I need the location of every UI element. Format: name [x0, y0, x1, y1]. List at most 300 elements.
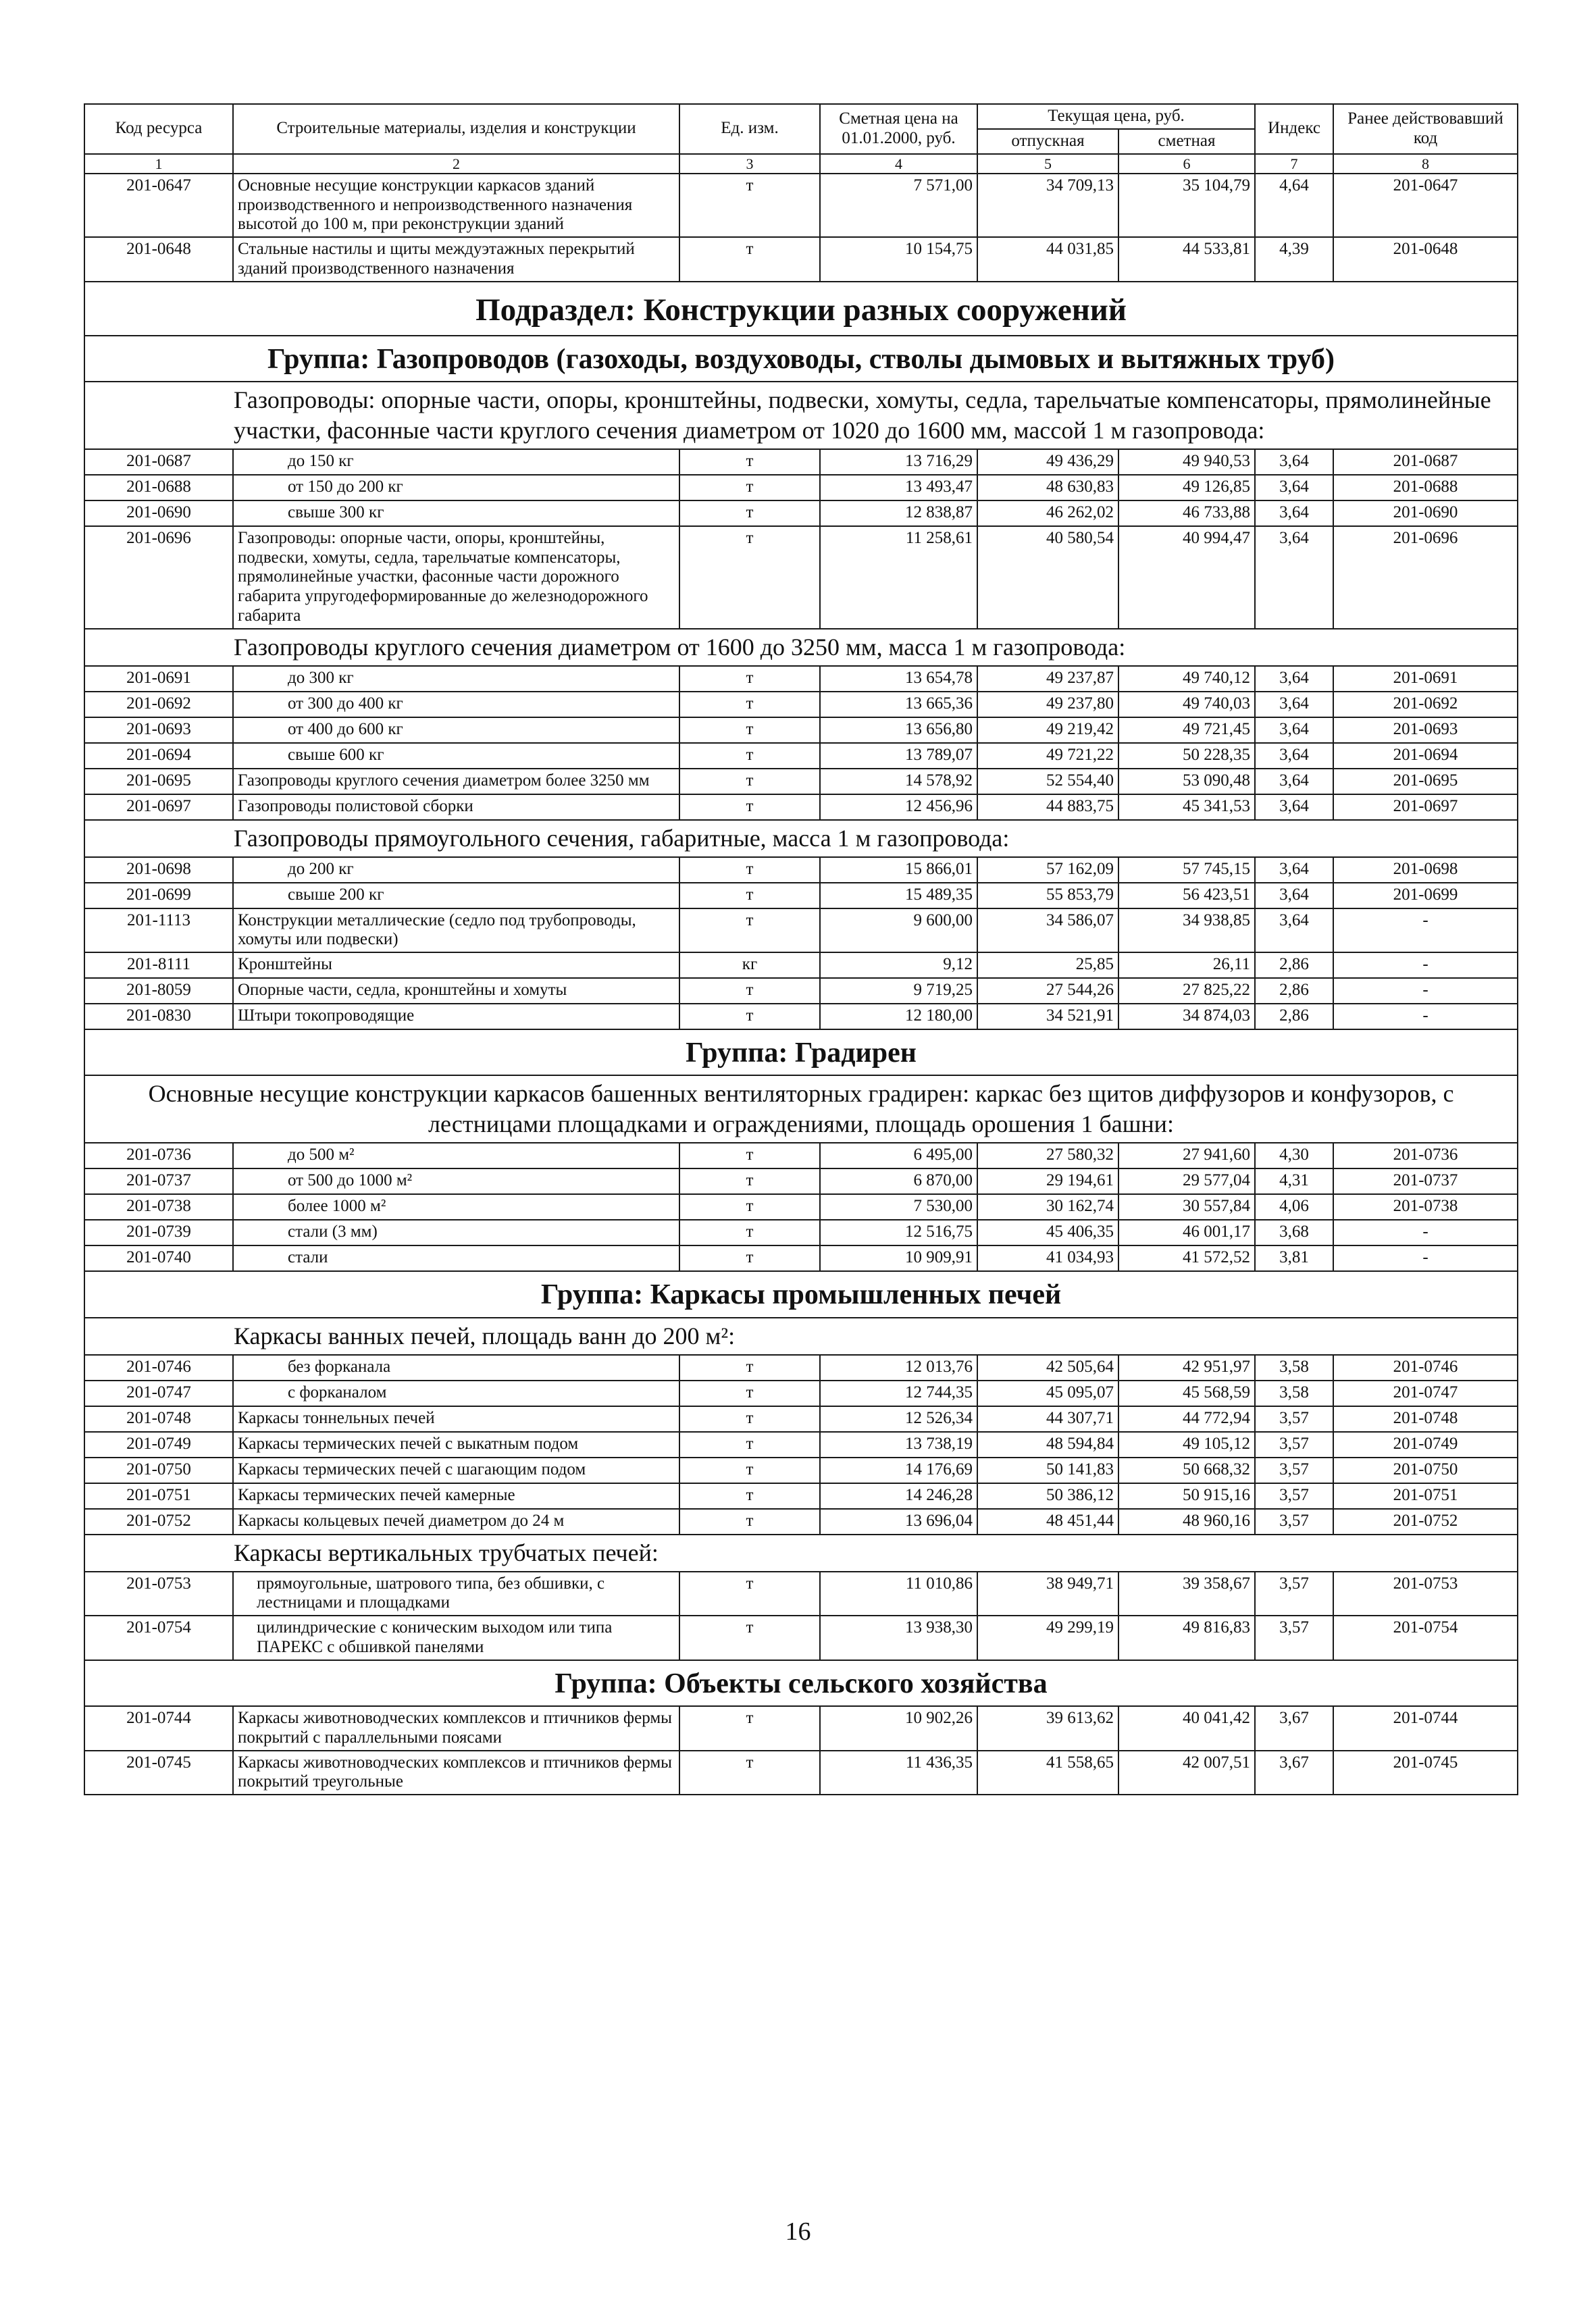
- table-row: [84, 1194, 1518, 1220]
- header-name: Строительные материалы, изделия и конструкции: [233, 104, 679, 154]
- cell-code: 201-0752: [84, 1509, 233, 1535]
- cell-base-price: 11 436,35: [820, 1751, 977, 1795]
- header-code: Код ресурса: [84, 104, 233, 154]
- cell-name: более 1000 м²: [233, 1194, 679, 1220]
- cell-code: 201-0736: [84, 1143, 233, 1168]
- cell-unit: т: [679, 717, 820, 743]
- cell-base-price: 7 530,00: [820, 1194, 977, 1220]
- description-text: Основные несущие конструкции каркасов башенных вентиляторных градирен: каркас без щитов диффузоров и конфузоров, с лестницами площадками и ограждениями, площадь орошения 1 башни:: [84, 1075, 1518, 1143]
- cell-index: 3,64: [1255, 908, 1333, 953]
- group-row: [84, 336, 1518, 382]
- description-row: [84, 1318, 1518, 1355]
- cell-release-price: 45 095,07: [977, 1381, 1118, 1406]
- cell-index: 3,58: [1255, 1355, 1333, 1381]
- cell-name: без форканала: [233, 1355, 679, 1381]
- cell-code: 201-0746: [84, 1355, 233, 1381]
- cell-base-price: 14 176,69: [820, 1458, 977, 1483]
- cell-name: от 500 до 1000 м²: [233, 1168, 679, 1194]
- cell-old-code: -: [1333, 1245, 1518, 1271]
- table-row: [84, 1245, 1518, 1271]
- cell-old-code: 201-0692: [1333, 692, 1518, 717]
- cell-release-price: 55 853,79: [977, 883, 1118, 908]
- cell-estimate-price: 39 358,67: [1118, 1572, 1255, 1616]
- description-row: [84, 1075, 1518, 1143]
- cell-index: 3,68: [1255, 1220, 1333, 1245]
- cell-index: 3,64: [1255, 717, 1333, 743]
- description-row: [84, 1535, 1518, 1572]
- cell-release-price: 44 031,85: [977, 237, 1118, 282]
- cell-base-price: 14 246,28: [820, 1483, 977, 1509]
- cell-release-price: 30 162,74: [977, 1194, 1118, 1220]
- cell-code: 201-0744: [84, 1706, 233, 1751]
- description-text: Каркасы ванных печей, площадь ванн до 200 м²:: [84, 1318, 1518, 1355]
- cell-name: от 300 до 400 кг: [233, 692, 679, 717]
- cell-index: 4,30: [1255, 1143, 1333, 1168]
- cell-estimate-price: 49 126,85: [1118, 475, 1255, 500]
- table-row: [84, 237, 1518, 282]
- table-row: [84, 1616, 1518, 1660]
- group-title: Группа: Газопроводов (газоходы, воздуховоды, стволы дымовых и вытяжных труб): [84, 336, 1518, 382]
- cell-unit: т: [679, 743, 820, 769]
- table-row: [84, 1483, 1518, 1509]
- cell-base-price: 12 180,00: [820, 1004, 977, 1029]
- table-row: [84, 692, 1518, 717]
- cell-unit: т: [679, 1751, 820, 1795]
- cell-base-price: 6 495,00: [820, 1143, 977, 1168]
- cell-old-code: 201-0745: [1333, 1751, 1518, 1795]
- table-row: [84, 857, 1518, 883]
- cell-index: 3,64: [1255, 857, 1333, 883]
- cell-release-price: 27 580,32: [977, 1143, 1118, 1168]
- table-row: [84, 717, 1518, 743]
- cell-release-price: 49 237,80: [977, 692, 1118, 717]
- cell-code: 201-0698: [84, 857, 233, 883]
- header-num: 7: [1255, 154, 1333, 174]
- cell-estimate-price: 35 104,79: [1118, 174, 1255, 237]
- cell-name: Штыри токопроводящие: [233, 1004, 679, 1029]
- cell-release-price: 48 594,84: [977, 1432, 1118, 1458]
- cell-index: 3,64: [1255, 692, 1333, 717]
- cell-code: 201-0749: [84, 1432, 233, 1458]
- cell-estimate-price: 49 105,12: [1118, 1432, 1255, 1458]
- cell-code: 201-0690: [84, 500, 233, 526]
- cell-release-price: 57 162,09: [977, 857, 1118, 883]
- cell-unit: т: [679, 1406, 820, 1432]
- table-row: [84, 475, 1518, 500]
- cell-estimate-price: 48 960,16: [1118, 1509, 1255, 1535]
- cell-index: 3,57: [1255, 1483, 1333, 1509]
- cell-index: 3,64: [1255, 794, 1333, 820]
- cell-name: Кронштейны: [233, 952, 679, 978]
- cell-index: 3,58: [1255, 1381, 1333, 1406]
- cell-code: 201-8059: [84, 978, 233, 1004]
- cell-unit: т: [679, 174, 820, 237]
- cell-index: 3,64: [1255, 526, 1333, 629]
- cell-release-price: 34 709,13: [977, 174, 1118, 237]
- cell-release-price: 49 237,87: [977, 666, 1118, 692]
- cell-name: Газопроводы круглого сечения диаметром более 3250 мм: [233, 769, 679, 794]
- cell-estimate-price: 49 816,83: [1118, 1616, 1255, 1660]
- cell-index: 3,64: [1255, 769, 1333, 794]
- cell-base-price: 12 744,35: [820, 1381, 977, 1406]
- cell-old-code: 201-0694: [1333, 743, 1518, 769]
- cell-old-code: 201-0687: [1333, 449, 1518, 475]
- description-text: Газопроводы прямоугольного сечения, габаритные, масса 1 м газопровода:: [84, 820, 1518, 857]
- cell-index: 3,67: [1255, 1751, 1333, 1795]
- table-row: [84, 1004, 1518, 1029]
- cell-name: Конструкции металлические (седло под трубопроводы, хомуты или подвески): [233, 908, 679, 953]
- description-row: [84, 820, 1518, 857]
- table-row: [84, 1220, 1518, 1245]
- cell-base-price: 6 870,00: [820, 1168, 977, 1194]
- cell-index: 3,64: [1255, 500, 1333, 526]
- cell-base-price: 11 010,86: [820, 1572, 977, 1616]
- cell-unit: т: [679, 857, 820, 883]
- cell-estimate-price: 56 423,51: [1118, 883, 1255, 908]
- cell-code: 201-0747: [84, 1381, 233, 1406]
- header-num: 3: [679, 154, 820, 174]
- cell-unit: т: [679, 1245, 820, 1271]
- cell-old-code: 201-0754: [1333, 1616, 1518, 1660]
- cell-estimate-price: 50 228,35: [1118, 743, 1255, 769]
- description-row: [84, 382, 1518, 449]
- table-row: [84, 1751, 1518, 1795]
- cell-code: 201-0751: [84, 1483, 233, 1509]
- cell-old-code: -: [1333, 978, 1518, 1004]
- header-num: 8: [1333, 154, 1518, 174]
- cell-unit: т: [679, 883, 820, 908]
- cell-code: 201-0692: [84, 692, 233, 717]
- cell-base-price: 9 600,00: [820, 908, 977, 953]
- cell-release-price: 40 580,54: [977, 526, 1118, 629]
- cell-name: от 400 до 600 кг: [233, 717, 679, 743]
- cell-code: 201-0647: [84, 174, 233, 237]
- cell-estimate-price: 45 568,59: [1118, 1381, 1255, 1406]
- description-text: Газопроводы: опорные части, опоры, кронштейны, подвески, хомуты, седла, тарельчатые компенсаторы, прямолинейные участки, фасонные части круглого сечения диаметром от 1020 до 1600 мм, массой 1 м газопровода:: [84, 382, 1518, 449]
- table-row: [84, 1168, 1518, 1194]
- cell-code: 201-0748: [84, 1406, 233, 1432]
- cell-old-code: 201-0744: [1333, 1706, 1518, 1751]
- subsection-title: Подраздел: Конструкции разных сооружений: [84, 282, 1518, 336]
- cell-unit: кг: [679, 952, 820, 978]
- cell-old-code: 201-0736: [1333, 1143, 1518, 1168]
- cell-index: 3,64: [1255, 475, 1333, 500]
- cell-index: 4,31: [1255, 1168, 1333, 1194]
- cell-unit: т: [679, 1458, 820, 1483]
- cell-code: 201-0693: [84, 717, 233, 743]
- cell-index: 3,64: [1255, 883, 1333, 908]
- page-number: 16: [785, 2217, 811, 2246]
- cell-old-code: 201-0746: [1333, 1355, 1518, 1381]
- table-row: [84, 449, 1518, 475]
- cell-base-price: 13 665,36: [820, 692, 977, 717]
- cell-base-price: 12 838,87: [820, 500, 977, 526]
- cell-index: 4,39: [1255, 237, 1333, 282]
- header-base-price: Сметная цена на 01.01.2000, руб.: [820, 104, 977, 154]
- cell-estimate-price: 30 557,84: [1118, 1194, 1255, 1220]
- cell-estimate-price: 26,11: [1118, 952, 1255, 978]
- cell-name: с форканалом: [233, 1381, 679, 1406]
- cell-release-price: 49 299,19: [977, 1616, 1118, 1660]
- cell-estimate-price: 40 994,47: [1118, 526, 1255, 629]
- cell-name: Газопроводы полистовой сборки: [233, 794, 679, 820]
- cell-base-price: 7 571,00: [820, 174, 977, 237]
- cell-base-price: 10 902,26: [820, 1706, 977, 1751]
- cell-index: 3,67: [1255, 1706, 1333, 1751]
- cell-estimate-price: 40 041,42: [1118, 1706, 1255, 1751]
- cell-release-price: 49 436,29: [977, 449, 1118, 475]
- cell-code: 201-0696: [84, 526, 233, 629]
- cell-code: 201-0750: [84, 1458, 233, 1483]
- cell-unit: т: [679, 500, 820, 526]
- group-row: [84, 1271, 1518, 1317]
- cell-estimate-price: 29 577,04: [1118, 1168, 1255, 1194]
- cell-name: до 200 кг: [233, 857, 679, 883]
- cell-old-code: 201-0737: [1333, 1168, 1518, 1194]
- table-row: [84, 1432, 1518, 1458]
- cell-unit: т: [679, 1483, 820, 1509]
- cell-unit: т: [679, 1509, 820, 1535]
- cell-base-price: 15 489,35: [820, 883, 977, 908]
- cell-old-code: 201-0693: [1333, 717, 1518, 743]
- cell-old-code: -: [1333, 952, 1518, 978]
- cell-name: Каркасы животноводческих комплексов и птичников фермы покрытий треугольные: [233, 1751, 679, 1795]
- cell-unit: т: [679, 769, 820, 794]
- cell-old-code: 201-0750: [1333, 1458, 1518, 1483]
- cell-code: 201-0688: [84, 475, 233, 500]
- cell-code: 201-0740: [84, 1245, 233, 1271]
- cell-unit: т: [679, 1355, 820, 1381]
- cell-unit: т: [679, 794, 820, 820]
- cell-release-price: 48 451,44: [977, 1509, 1118, 1535]
- cell-base-price: 11 258,61: [820, 526, 977, 629]
- cell-release-price: 39 613,62: [977, 1706, 1118, 1751]
- cell-estimate-price: 50 668,32: [1118, 1458, 1255, 1483]
- cell-old-code: 201-0696: [1333, 526, 1518, 629]
- cell-unit: т: [679, 1432, 820, 1458]
- cell-base-price: 12 526,34: [820, 1406, 977, 1432]
- cell-name: Каркасы кольцевых печей диаметром до 24 м: [233, 1509, 679, 1535]
- cell-base-price: 13 738,19: [820, 1432, 977, 1458]
- cell-estimate-price: 34 874,03: [1118, 1004, 1255, 1029]
- price-table-sheet: [84, 103, 1517, 1795]
- cell-code: 201-8111: [84, 952, 233, 978]
- cell-release-price: 27 544,26: [977, 978, 1118, 1004]
- cell-name: свыше 600 кг: [233, 743, 679, 769]
- group-title: Группа: Объекты сельского хозяйства: [84, 1660, 1518, 1706]
- cell-index: 3,64: [1255, 449, 1333, 475]
- cell-code: 201-0753: [84, 1572, 233, 1616]
- cell-estimate-price: 57 745,15: [1118, 857, 1255, 883]
- cell-estimate-price: 44 772,94: [1118, 1406, 1255, 1432]
- cell-old-code: 201-0698: [1333, 857, 1518, 883]
- cell-estimate-price: 53 090,48: [1118, 769, 1255, 794]
- header-unit: Ед. изм.: [679, 104, 820, 154]
- cell-code: 201-0739: [84, 1220, 233, 1245]
- cell-estimate-price: 46 001,17: [1118, 1220, 1255, 1245]
- cell-unit: т: [679, 908, 820, 953]
- description-text: Каркасы вертикальных трубчатых печей:: [84, 1535, 1518, 1572]
- header-index: Индекс: [1255, 104, 1333, 154]
- cell-estimate-price: 45 341,53: [1118, 794, 1255, 820]
- cell-old-code: 201-0738: [1333, 1194, 1518, 1220]
- cell-old-code: 201-0691: [1333, 666, 1518, 692]
- cell-estimate-price: 34 938,85: [1118, 908, 1255, 953]
- cell-old-code: 201-0697: [1333, 794, 1518, 820]
- table-header: [84, 104, 1518, 174]
- cell-index: 2,86: [1255, 978, 1333, 1004]
- cell-name: до 500 м²: [233, 1143, 679, 1168]
- table-row: [84, 1143, 1518, 1168]
- table-row: [84, 908, 1518, 953]
- table-row: [84, 666, 1518, 692]
- cell-unit: т: [679, 978, 820, 1004]
- cell-old-code: -: [1333, 908, 1518, 953]
- cell-name: прямоугольные, шатрового типа, без обшивки, с лестницами и площадками: [233, 1572, 679, 1616]
- cell-unit: т: [679, 666, 820, 692]
- cell-estimate-price: 49 740,03: [1118, 692, 1255, 717]
- cell-base-price: 10 154,75: [820, 237, 977, 282]
- cell-base-price: 12 516,75: [820, 1220, 977, 1245]
- table-row: [84, 883, 1518, 908]
- header-estimate-price: сметная: [1118, 129, 1255, 154]
- cell-unit: т: [679, 1381, 820, 1406]
- table-body: [84, 174, 1518, 1795]
- cell-code: 201-0745: [84, 1751, 233, 1795]
- cell-old-code: 201-0748: [1333, 1406, 1518, 1432]
- cell-base-price: 13 789,07: [820, 743, 977, 769]
- cell-index: 4,06: [1255, 1194, 1333, 1220]
- header-current-price: Текущая цена, руб.: [977, 104, 1255, 129]
- cell-base-price: 12 456,96: [820, 794, 977, 820]
- cell-base-price: 9 719,25: [820, 978, 977, 1004]
- cell-estimate-price: 46 733,88: [1118, 500, 1255, 526]
- cell-release-price: 34 521,91: [977, 1004, 1118, 1029]
- cell-unit: т: [679, 237, 820, 282]
- cell-release-price: 49 721,22: [977, 743, 1118, 769]
- cell-code: 201-0691: [84, 666, 233, 692]
- cell-code: 201-0648: [84, 237, 233, 282]
- description-row: [84, 629, 1518, 666]
- subsection-row: [84, 282, 1518, 336]
- cell-old-code: 201-0752: [1333, 1509, 1518, 1535]
- table-row: [84, 526, 1518, 629]
- group-row: [84, 1660, 1518, 1706]
- cell-name: стали (3 мм): [233, 1220, 679, 1245]
- cell-index: 3,57: [1255, 1406, 1333, 1432]
- cell-old-code: 201-0749: [1333, 1432, 1518, 1458]
- cell-code: 201-0754: [84, 1616, 233, 1660]
- table-row: [84, 1406, 1518, 1432]
- group-title: Группа: Каркасы промышленных печей: [84, 1271, 1518, 1317]
- header-num: 1: [84, 154, 233, 174]
- cell-code: 201-0697: [84, 794, 233, 820]
- header-num: 4: [820, 154, 977, 174]
- cell-code: 201-0830: [84, 1004, 233, 1029]
- cell-name: Газопроводы: опорные части, опоры, кронштейны, подвески, хомуты, седла, тарельчатые компенсаторы, прямолинейные участки, фасонные части дорожного габарита упругодеформированные до железнодорожного габарита: [233, 526, 679, 629]
- cell-release-price: 49 219,42: [977, 717, 1118, 743]
- cell-base-price: 13 696,04: [820, 1509, 977, 1535]
- cell-name: Каркасы термических печей с выкатным подом: [233, 1432, 679, 1458]
- cell-base-price: 13 654,78: [820, 666, 977, 692]
- cell-old-code: -: [1333, 1220, 1518, 1245]
- cell-unit: т: [679, 1572, 820, 1616]
- cell-name: Основные несущие конструкции каркасов зданий производственного и непроизводственного назначения высотой до 100 м, при реконструкции зданий: [233, 174, 679, 237]
- table-row: [84, 769, 1518, 794]
- cell-release-price: 38 949,71: [977, 1572, 1118, 1616]
- cell-index: 4,64: [1255, 174, 1333, 237]
- cell-release-price: 41 558,65: [977, 1751, 1118, 1795]
- cell-index: 3,57: [1255, 1509, 1333, 1535]
- header-old-code: Ранее действовавший код: [1333, 104, 1518, 154]
- cell-unit: т: [679, 526, 820, 629]
- cell-release-price: 50 386,12: [977, 1483, 1118, 1509]
- cell-release-price: 45 406,35: [977, 1220, 1118, 1245]
- price-table: [84, 103, 1518, 1795]
- cell-base-price: 10 909,91: [820, 1245, 977, 1271]
- cell-estimate-price: 49 940,53: [1118, 449, 1255, 475]
- cell-index: 2,86: [1255, 1004, 1333, 1029]
- cell-old-code: 201-0690: [1333, 500, 1518, 526]
- table-row: [84, 794, 1518, 820]
- cell-name: Каркасы тоннельных печей: [233, 1406, 679, 1432]
- cell-base-price: 15 866,01: [820, 857, 977, 883]
- header-release-price: отпускная: [977, 129, 1118, 154]
- cell-name: цилиндрические с коническим выходом или типа ПАРЕКС с обшивкой панелями: [233, 1616, 679, 1660]
- cell-index: 3,64: [1255, 743, 1333, 769]
- table-row: [84, 1381, 1518, 1406]
- cell-estimate-price: 44 533,81: [1118, 237, 1255, 282]
- cell-name: стали: [233, 1245, 679, 1271]
- cell-name: до 150 кг: [233, 449, 679, 475]
- cell-base-price: 13 938,30: [820, 1616, 977, 1660]
- cell-name: Каркасы термических печей с шагающим подом: [233, 1458, 679, 1483]
- table-row: [84, 1706, 1518, 1751]
- cell-index: 3,81: [1255, 1245, 1333, 1271]
- cell-old-code: 201-0695: [1333, 769, 1518, 794]
- cell-release-price: 34 586,07: [977, 908, 1118, 953]
- cell-unit: т: [679, 475, 820, 500]
- cell-release-price: 52 554,40: [977, 769, 1118, 794]
- cell-unit: т: [679, 1194, 820, 1220]
- cell-release-price: 25,85: [977, 952, 1118, 978]
- header-num: 5: [977, 154, 1118, 174]
- table-row: [84, 1509, 1518, 1535]
- header-num: 2: [233, 154, 679, 174]
- cell-old-code: 201-0688: [1333, 475, 1518, 500]
- cell-estimate-price: 49 740,12: [1118, 666, 1255, 692]
- cell-release-price: 29 194,61: [977, 1168, 1118, 1194]
- table-row: [84, 978, 1518, 1004]
- cell-release-price: 44 307,71: [977, 1406, 1118, 1432]
- cell-base-price: 14 578,92: [820, 769, 977, 794]
- cell-old-code: 201-0647: [1333, 174, 1518, 237]
- cell-old-code: -: [1333, 1004, 1518, 1029]
- cell-release-price: 50 141,83: [977, 1458, 1118, 1483]
- group-row: [84, 1029, 1518, 1075]
- cell-estimate-price: 27 825,22: [1118, 978, 1255, 1004]
- cell-unit: т: [679, 449, 820, 475]
- cell-code: 201-0687: [84, 449, 233, 475]
- cell-base-price: 12 013,76: [820, 1355, 977, 1381]
- cell-old-code: 201-0751: [1333, 1483, 1518, 1509]
- table-row: [84, 1355, 1518, 1381]
- cell-unit: т: [679, 1168, 820, 1194]
- cell-estimate-price: 50 915,16: [1118, 1483, 1255, 1509]
- cell-release-price: 41 034,93: [977, 1245, 1118, 1271]
- cell-base-price: 13 656,80: [820, 717, 977, 743]
- cell-estimate-price: 42 007,51: [1118, 1751, 1255, 1795]
